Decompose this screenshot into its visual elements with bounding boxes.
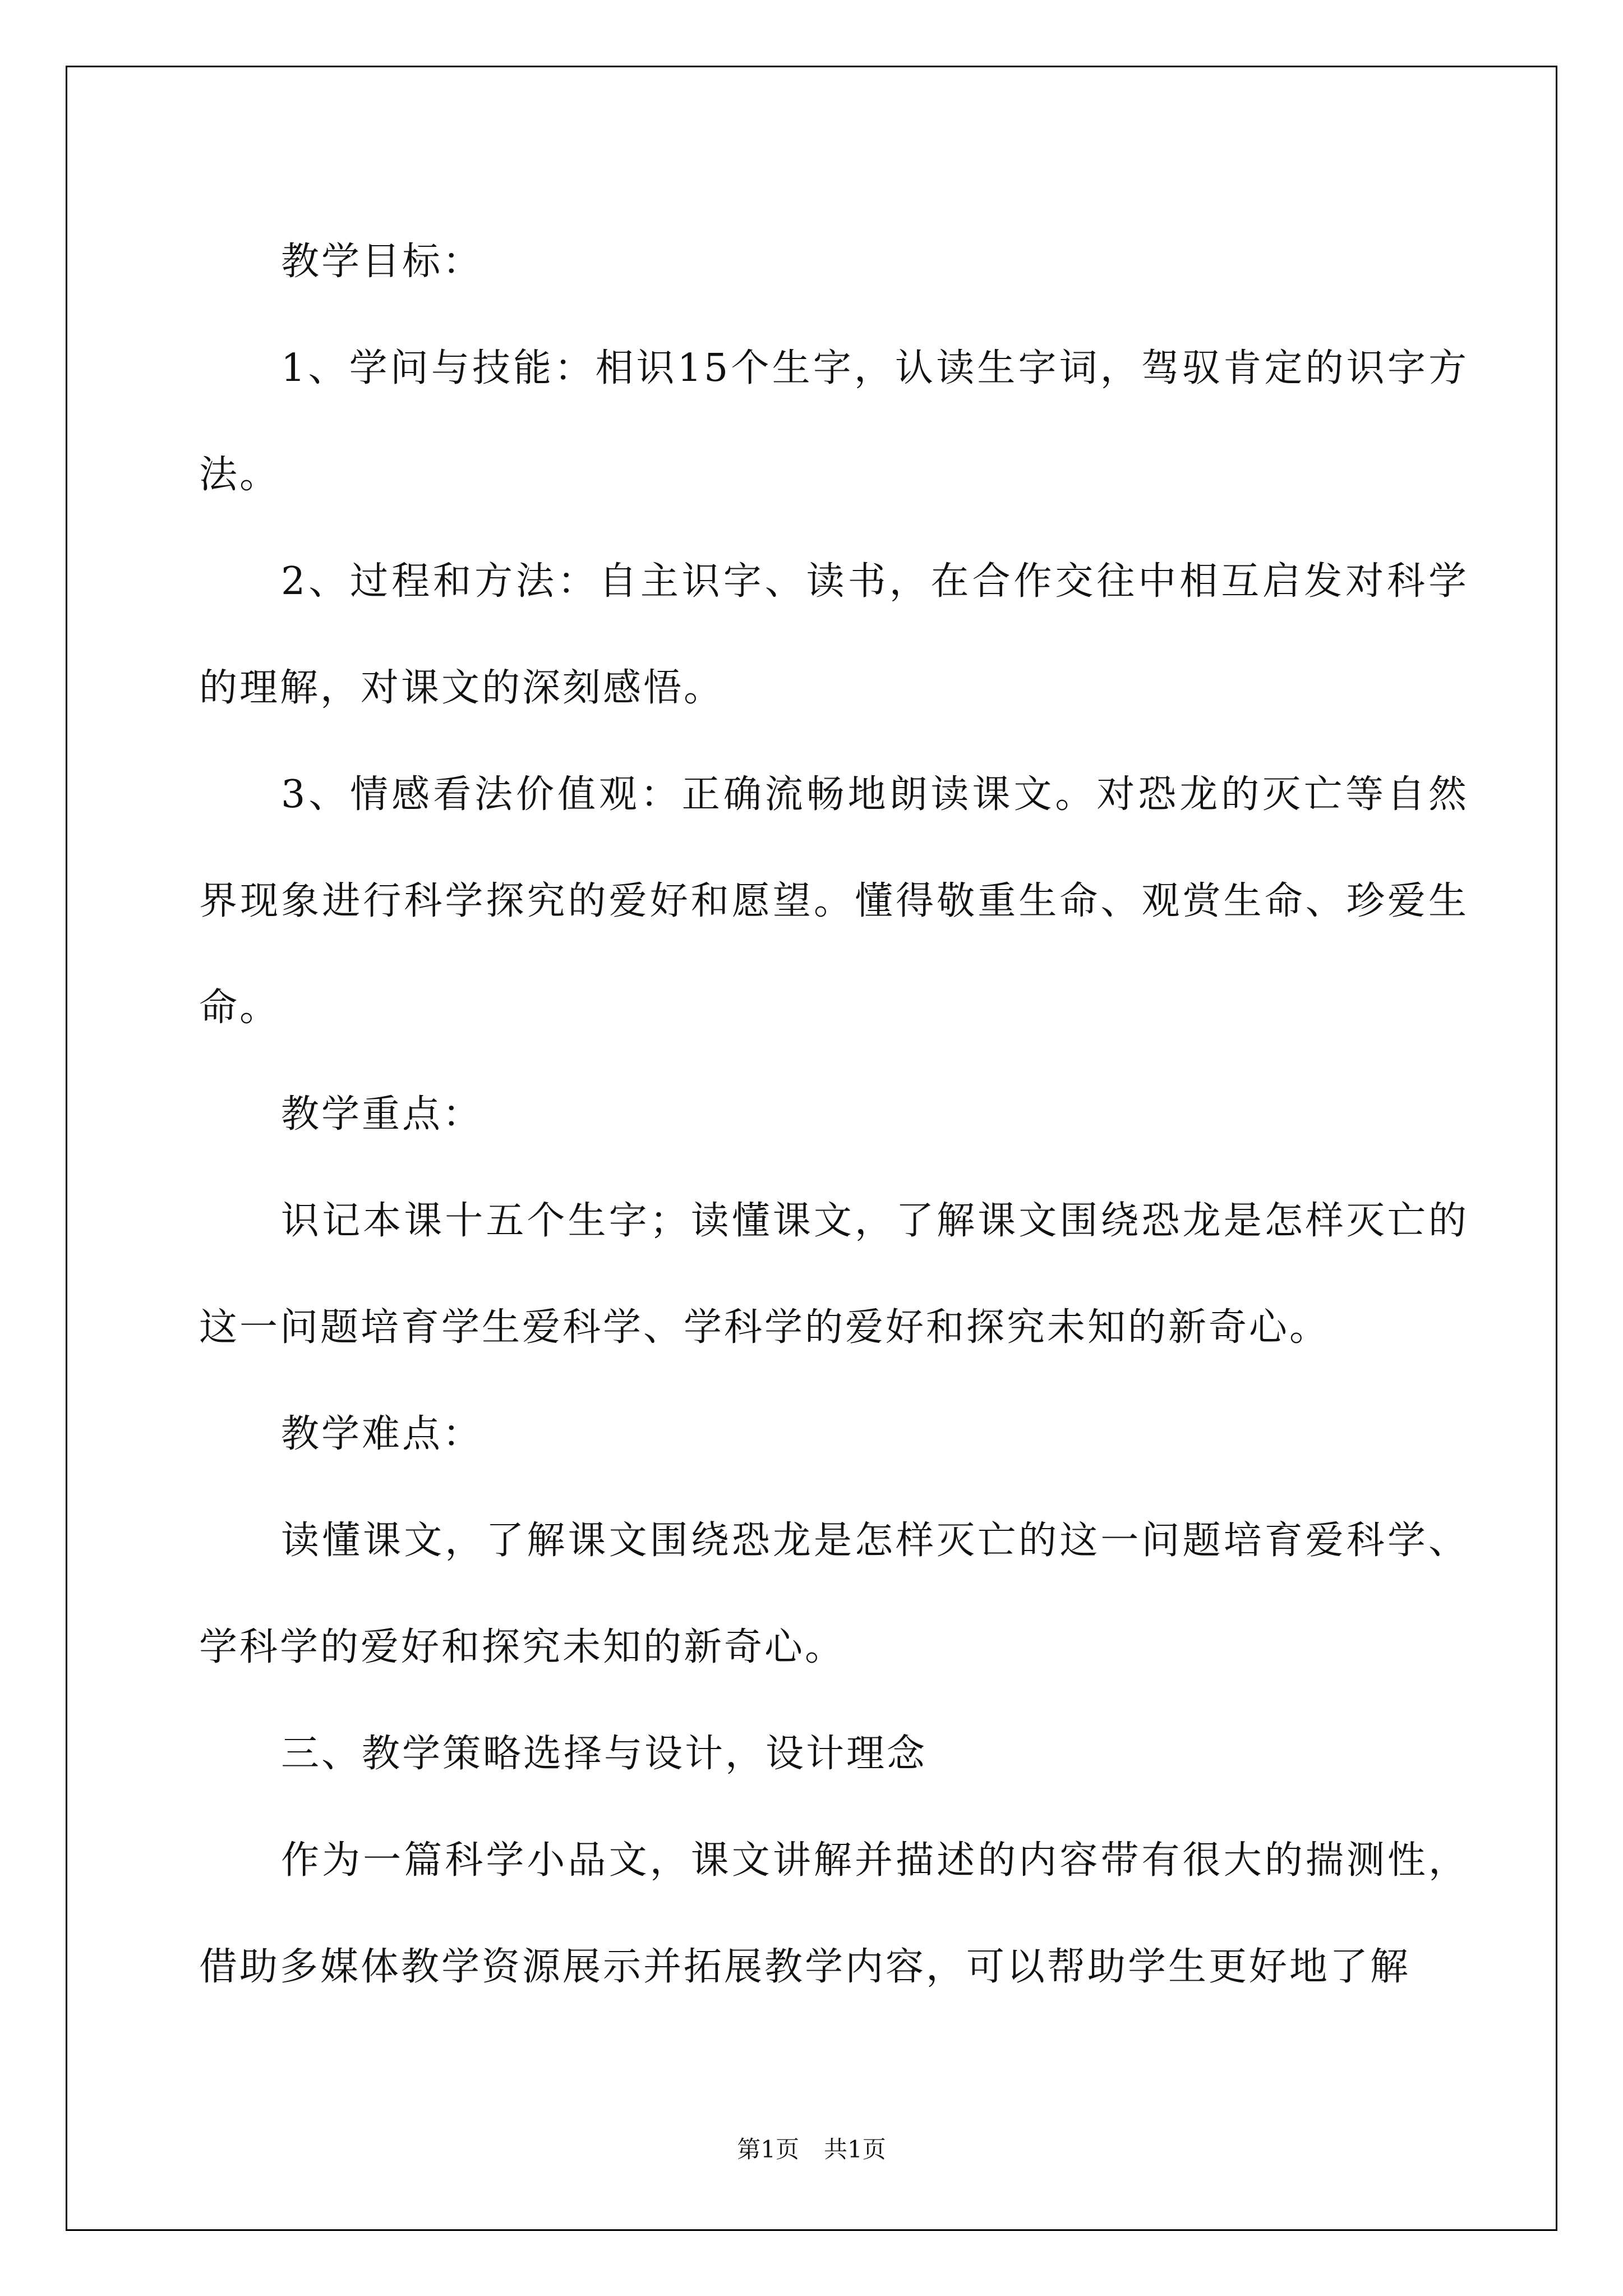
page-footer (0, 2133, 1623, 2166)
paragraph-objective-3: 3、情感看法价值观：正确流畅地朗读课文。对恐龙的灭亡等自然界现象进行科学探究的爱好和愿望。懂得敬重生命、观赏生命、珍爱生命。 (199, 772, 1469, 1030)
paragraph-difficulties-heading: 教学难点： (281, 1412, 483, 1456)
paragraph-strategy: 作为一篇科学小品文，课文讲解并描述的内容带有很大的揣测性，借助多媒体教学资源展示并拓展教学内容，可以帮助学生更好地了解 (199, 1838, 1469, 1989)
paragraph-strategy-heading: 三、教学策略选择与设计，设计理念 (281, 1732, 928, 1776)
paragraph-difficulties: 读懂课文，了解课文围绕恐龙是怎样灭亡的这一问题培育爱科学、学科学的爱好和探究未知的新奇心。 (199, 1519, 1469, 1669)
paragraph-objective-2: 2、过程和方法：自主识字、读书，在合作交往中相互启发对科学的理解，对课文的深刻感悟。 (199, 559, 1469, 710)
paragraph-key-points-heading: 教学重点： (281, 1092, 483, 1137)
page-total: 共1页 (824, 2136, 886, 2163)
paragraph-objectives-heading: 教学目标： (281, 240, 483, 284)
paragraph-key-points: 识记本课十五个生字；读懂课文，了解课文围绕恐龙是怎样灭亡的这一问题培育学生爱科学、学科学的爱好和探究未知的新奇心。 (199, 1199, 1469, 1350)
document-body (199, 209, 1469, 2021)
page-number: 第1页 (737, 2136, 799, 2163)
paragraph-objective-1: 1、学问与技能：相识15个生字，认读生字词，驾驭肯定的识字方法。 (199, 346, 1469, 497)
